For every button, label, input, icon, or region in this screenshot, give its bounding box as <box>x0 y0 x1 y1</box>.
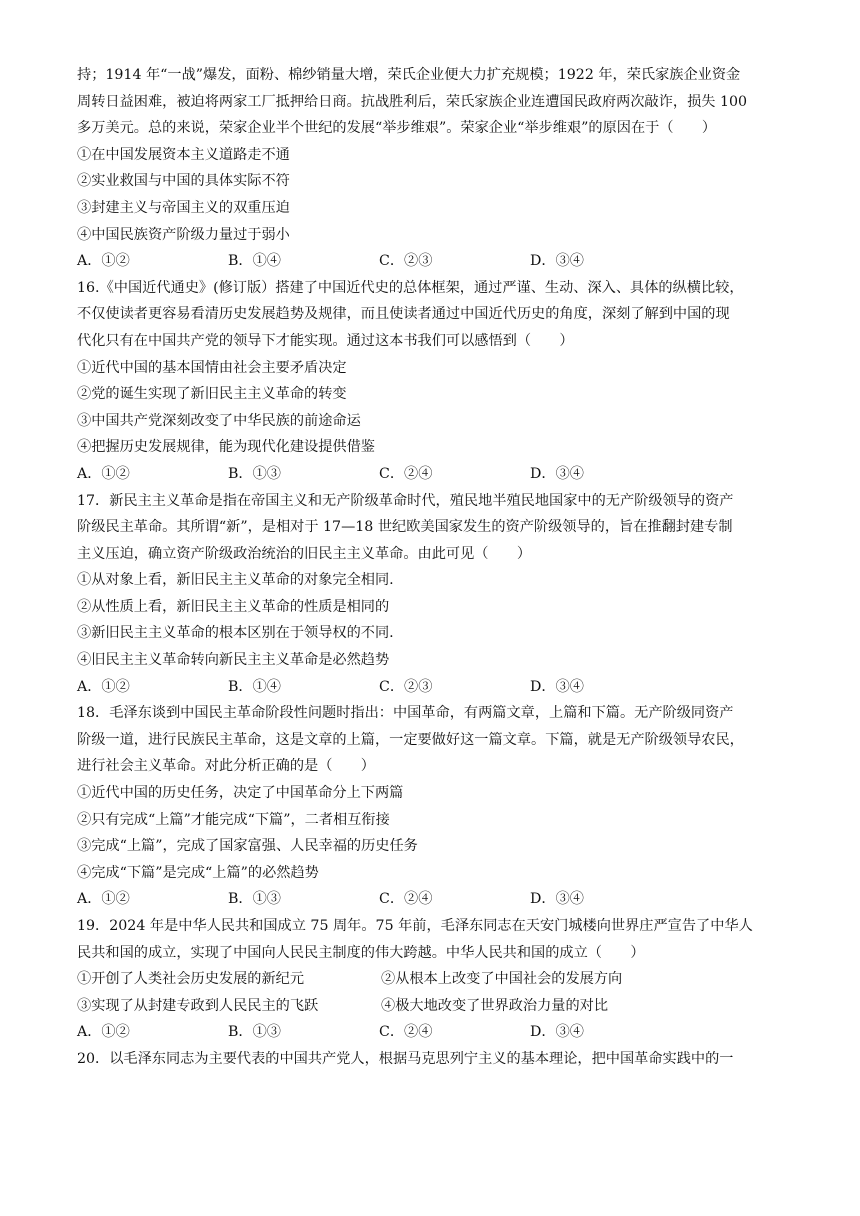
answer-choices <box>77 1019 777 1046</box>
question-stem-line: 17．新民主主义革命是指在帝国主义和无产阶级革命时代，殖民地半殖民地国家中的无产阶级领导的资产 <box>77 492 734 509</box>
statement-option: ④极大地改变了世界政治力量的对比 <box>381 997 609 1014</box>
choice-a: A．①② <box>77 465 130 482</box>
question-19 <box>77 913 777 1046</box>
statement-option: ①开创了人类社会历史发展的新纪元 <box>77 971 305 988</box>
question-stem-line: 代化只有在中国共产党的领导下才能实现。通过这本书我们可以感悟到（ ） <box>77 332 574 349</box>
statement-option: ④旧民主主义革命转向新民主主义革命是必然趋势 <box>77 652 390 669</box>
choice-c: C．②③ <box>379 678 433 695</box>
statement-option: ①在中国发展资本主义道路走不通 <box>77 146 290 163</box>
question-stem-line: 多万美元。总的来说，荣家企业半个世纪的发展“举步维艰”。荣家企业“举步维艰”的原因在于（ ） <box>77 120 717 137</box>
choice-c: C．②④ <box>379 465 433 482</box>
question-stem-line: 阶级一道，进行民族民主革命，这是文章的上篇，一定要做好这一篇文章。下篇，就是无产阶级领导农民， <box>77 731 744 748</box>
answer-choices <box>77 674 777 701</box>
choice-b: B．①③ <box>228 1024 281 1041</box>
question-stem-line: 主义压迫，确立资产阶级政治统治的旧民主主义革命。由此可见（ ） <box>77 545 532 562</box>
question-stem-line: 20．以毛泽东同志为主要代表的中国共产党人，根据马克思列宁主义的基本理论，把中国革命实践中的一 <box>77 1050 734 1067</box>
statement-option: ②实业救国与中国的具体实际不符 <box>77 173 290 190</box>
statement-option: ③中国共产党深刻改变了中华民族的前途命运 <box>77 412 361 429</box>
choice-c: C．②③ <box>379 253 433 270</box>
statement-option: ②只有完成“上篇”才能完成“下篇”，二者相互衔接 <box>77 811 390 828</box>
statement-option: ③新旧民主主义革命的根本区别在于领导权的不同. <box>77 625 394 642</box>
statement-option: ③实现了从封建专政到人民民主的飞跃 <box>77 997 319 1014</box>
exam-page <box>77 62 777 1073</box>
choice-d: D．③④ <box>530 1024 584 1041</box>
answer-choices <box>77 461 777 488</box>
choice-b: B．①③ <box>228 465 281 482</box>
choice-b: B．①④ <box>228 253 281 270</box>
choice-a: A．①② <box>77 253 130 270</box>
choice-c: C．②④ <box>379 1024 433 1041</box>
statement-option: ①近代中国的基本国情由社会主要矛盾决定 <box>77 359 347 376</box>
question-stem-line: 19．2024 年是中华人民共和国成立 75 周年。75 年前，毛泽东同志在天安门城楼向世界庄严宣告了中华人 <box>77 918 753 934</box>
statement-option: ③完成“上篇”，完成了国家富强、人民幸福的历史任务 <box>77 838 418 855</box>
choice-a: A．①② <box>77 678 130 695</box>
statement-option: ②从根本上改变了中国社会的发展方向 <box>381 971 623 988</box>
answer-choices <box>77 886 777 913</box>
statement-option: ②党的诞生实现了新旧民主主义革命的转变 <box>77 386 347 403</box>
statement-option: ④完成“下篇”是完成“上篇”的必然趋势 <box>77 864 319 881</box>
question-16 <box>77 275 777 488</box>
choice-b: B．①④ <box>228 678 281 695</box>
choice-d: D．③④ <box>530 891 584 908</box>
question-17 <box>77 488 777 701</box>
choice-a: A．①② <box>77 891 130 908</box>
question-stem-line: 阶级民主革命。其所谓“新”，是相对于 17—18 世纪欧美国家发生的资产阶级领导的，旨在推翻封建专制 <box>77 519 733 536</box>
question-stem-line: 持；1914 年“一战”爆发，面粉、棉纱销量大增，荣氏企业便大力扩充规模；1922 年，荣氏家族企业资金 <box>77 67 741 83</box>
answer-choices <box>77 248 777 275</box>
statement-option-row <box>77 966 777 993</box>
statement-option: ④中国民族资产阶级力量过于弱小 <box>77 226 290 243</box>
question-stem-line: 18．毛泽东谈到中国民主革命阶段性问题时指出：中国革命，有两篇文章，上篇和下篇。无产阶级同资产 <box>77 705 734 722</box>
choice-a: A．①② <box>77 1024 130 1041</box>
choice-d: D．③④ <box>530 253 584 270</box>
question-stem-line: 进行社会主义革命。对此分析正确的是（ ） <box>77 758 375 775</box>
statement-option: ③封建主义与帝国主义的双重压迫 <box>77 199 290 216</box>
question-stem-line: 民共和国的成立，实现了中国向人民民主制度的伟大跨越。中华人民共和国的成立（ ） <box>77 944 645 961</box>
question-18 <box>77 700 777 913</box>
choice-b: B．①③ <box>228 891 281 908</box>
statement-option: ②从性质上看，新旧民主主义革命的性质是相同的 <box>77 598 390 615</box>
choice-d: D．③④ <box>530 465 584 482</box>
question-stem-line: 不仅使读者更容易看清历史发展趋势及规律，而且使读者通过中国近代历史的角度，深刻了解到中国的现 <box>77 306 730 323</box>
question-stem-line: 16.《中国近代通史》(修订版）搭建了中国近代史的总体框架，通过严谨、生动、深入、具体的纵横比较， <box>77 279 744 296</box>
statement-option: ①从对象上看，新旧民主主义革命的对象完全相同. <box>77 572 394 589</box>
choice-d: D．③④ <box>530 678 584 695</box>
choice-c: C．②④ <box>379 891 433 908</box>
question-20 <box>77 1046 777 1073</box>
statement-option-row <box>77 993 777 1020</box>
statement-option: ④把握历史发展规律，能为现代化建设提供借鉴 <box>77 439 375 456</box>
statement-option: ①近代中国的历史任务，决定了中国革命分上下两篇 <box>77 785 404 802</box>
question-15 <box>77 62 777 275</box>
question-stem-line: 周转日益困难，被迫将两家工厂抵押给日商。抗战胜利后，荣氏家族企业连遭国民政府两次敲诈，损失 100 <box>77 93 748 110</box>
